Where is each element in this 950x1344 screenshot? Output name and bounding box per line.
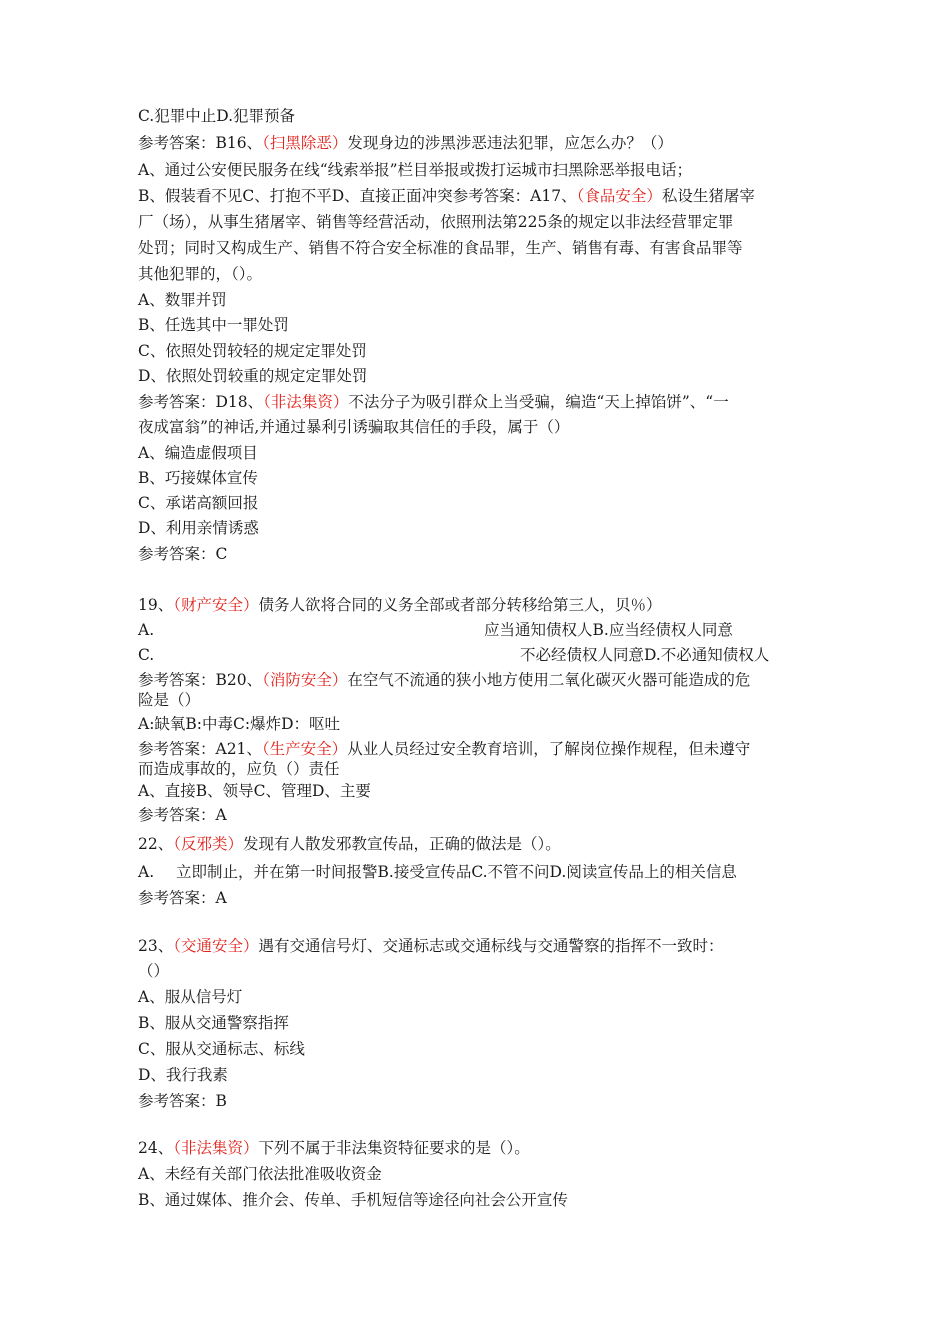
option-text <box>484 620 733 640</box>
question-number: 19、 <box>138 596 174 614</box>
category-tag: （食品安全） <box>576 187 662 205</box>
line-text: （） <box>138 962 170 980</box>
answer-line <box>138 805 227 825</box>
text-line <box>138 690 200 710</box>
question-text: 发现有人散发邪教宣传品，正确的做法是（）。 <box>243 835 561 853</box>
question-text: 从业人员经过安全教育培训，了解岗位操作规程，但未遵守 <box>347 740 751 758</box>
line-text: D、利用亲情诱惑 <box>138 519 259 537</box>
option-line <box>138 862 154 882</box>
category-tag: （非法集资） <box>173 1139 259 1157</box>
answer-line <box>138 888 227 908</box>
category-tag: （非法集资） <box>263 393 349 411</box>
line-text: 险是（） <box>138 691 201 709</box>
line-text: 不必经债权人同意D.不必通知债权人 <box>520 646 770 664</box>
category-tag: （财产安全） <box>173 596 259 614</box>
question-text: 债务人欲将合同的义务全部或者部分转移给第三人，贝％） <box>258 596 662 614</box>
line-text: A:缺氧B:中毒C:爆炸D：呕吐 <box>138 715 341 733</box>
line-text: 参考答案：B16、 <box>138 134 263 152</box>
line-text: C.犯罪中止D.犯罪预备 <box>138 107 296 125</box>
option-line <box>138 315 289 335</box>
text-line <box>138 417 569 437</box>
option-line <box>138 468 258 488</box>
line-text: A、未经有关部门依法批准吸收资金 <box>138 1165 382 1183</box>
answer-question-line <box>138 670 750 690</box>
option-line <box>138 443 258 463</box>
option-text <box>520 645 769 665</box>
line-text: A、编造虚假项目 <box>138 444 258 462</box>
line-text: D、依照处罚较重的规定定罪处罚 <box>138 367 368 385</box>
answer-question-line <box>138 392 729 412</box>
option-line <box>138 290 227 310</box>
line-text: A、直接B、领导C、管理D、主要 <box>138 782 371 800</box>
question-line <box>138 936 724 956</box>
line-text: 而造成事故的，应负（）责任 <box>138 760 340 778</box>
text-line <box>138 759 340 779</box>
line-text: B、服从交通警察指挥 <box>138 1014 289 1032</box>
option-line <box>138 1039 305 1059</box>
option-line <box>138 366 367 386</box>
line-text: C、依照处罚较轻的规定定罪处罚 <box>138 342 367 360</box>
line-text: D、我行我素 <box>138 1066 228 1084</box>
option-line <box>138 160 692 180</box>
line-text: B、假装看不见C、打抱不平D、直接正面冲突参考答案：A17、 <box>138 187 577 205</box>
category-tag: （交通安全） <box>173 937 259 955</box>
line-text: 参考答案：A21、 <box>138 740 262 758</box>
question-number: 23、 <box>138 937 174 955</box>
option-line <box>138 645 154 665</box>
line-text: A、服从信号灯 <box>138 988 243 1006</box>
text-line <box>138 264 262 284</box>
line-text: C、服从交通标志、标线 <box>138 1040 305 1058</box>
line-text: 参考答案：D18、 <box>138 393 264 411</box>
question-line <box>138 595 662 615</box>
option-line <box>138 1013 289 1033</box>
question-line <box>138 834 561 854</box>
text-line <box>138 212 733 232</box>
question-text: 不法分子为吸引群众上当受骗，编造“天上掉馅饼”、“一 <box>348 393 729 411</box>
question-number: 24、 <box>138 1139 174 1157</box>
text-line <box>138 106 295 126</box>
category-tag: （消防安全） <box>262 671 348 689</box>
option-letter: C. <box>138 646 155 664</box>
option-line <box>138 987 242 1007</box>
line-text: B、任选其中一罪处罚 <box>138 316 289 334</box>
line-text: 参考答案：C <box>138 545 228 563</box>
line-text: 其他犯罪的，（）。 <box>138 265 263 283</box>
option-text <box>176 862 737 882</box>
question-text: 在空气不流通的狭小地方使用二氧化碳灭火器可能造成的危 <box>347 671 751 689</box>
line-text: 应当通知债权人B.应当经债权人同意 <box>484 621 733 639</box>
answer-line <box>138 544 227 564</box>
line-text: A、通过公安便民服务在线“线索举报”栏目举报或拨打运城市扫黑除恶举报电话； <box>138 161 693 179</box>
option-letter: A. <box>138 863 155 881</box>
answer-question-line <box>138 186 755 206</box>
question-text: 私设生猪屠宰 <box>661 187 755 205</box>
line-text: 立即制止，并在第一时间报警B.接受宣传品C.不管不问D.阅读宣传品上的相关信息 <box>176 863 737 881</box>
question-line <box>138 1138 530 1158</box>
option-line <box>138 493 258 513</box>
line-text: 参考答案：B20、 <box>138 671 263 689</box>
category-tag: （生产安全） <box>261 740 348 758</box>
question-number: 22、 <box>138 835 174 853</box>
question-text: 下列不属于非法集资特征要求的是（）。 <box>258 1139 530 1157</box>
line-text: 处罚；同时又构成生产、销售不符合安全标准的食品罪，生产、销售有毒、有害食品罪等 <box>138 239 743 257</box>
question-text: 遇有交通信号灯、交通标志或交通标线与交通警察的指挥不一致时： <box>258 937 724 955</box>
category-tag: （反邪类） <box>173 835 243 853</box>
line-text: A、数罪并罚 <box>138 291 227 309</box>
line-text: B、巧接媒体宣传 <box>138 469 258 487</box>
text-line <box>138 238 743 258</box>
question-text: 发现身边的涉黑涉恶违法犯罪，应怎么办？（） <box>347 134 673 152</box>
answer-line <box>138 1091 227 1111</box>
line-text: C、承诺高额回报 <box>138 494 259 512</box>
option-line <box>138 1065 228 1085</box>
text-line <box>138 961 169 981</box>
option-line <box>138 781 371 801</box>
option-line <box>138 1190 568 1210</box>
line-text: 厂（场），从事生猪屠宰、销售等经营活动，依照刑法第225条的规定以非法经营罪定罪 <box>138 213 734 231</box>
line-text: B、通过媒体、推介会、传单、手机短信等途径向社会公开宣传 <box>138 1191 568 1209</box>
option-line <box>138 1164 382 1184</box>
option-line <box>138 518 259 538</box>
option-line <box>138 341 367 361</box>
option-line <box>138 714 340 734</box>
option-letter: A. <box>138 621 155 639</box>
line-text: 参考答案：A <box>138 889 227 907</box>
answer-question-line <box>138 739 750 759</box>
line-text: 参考答案：B <box>138 1092 227 1110</box>
line-text: 夜成富翁”的神话,并通过暴利引诱骗取其信任的手段，属于（） <box>138 418 570 436</box>
line-text: 参考答案：A <box>138 806 227 824</box>
option-line <box>138 620 154 640</box>
answer-question-line <box>138 133 673 153</box>
category-tag: （扫黑除恶） <box>262 134 348 152</box>
